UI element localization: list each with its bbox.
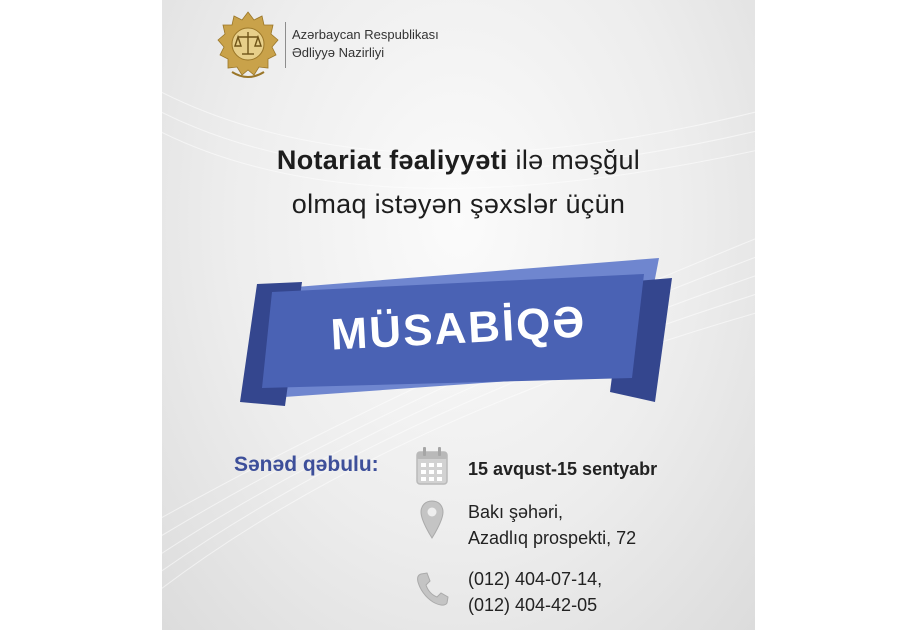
phone-icon [415,571,449,607]
org-name-line2: Ədliyyə Nazirliyi [292,45,385,60]
org-name-line1: Azərbaycan Respublikası [292,27,439,42]
location-pin-icon [420,500,444,540]
address-line1: Bakı şəhəri, [468,502,564,522]
document-intake-label: Sənəd qəbulu: [234,453,379,476]
address-line2: Azadlıq prospekti, 72 [468,528,637,548]
banner-title: MÜSABİQƏ [329,297,588,360]
phone-number-1: (012) 404-07-14, [468,569,603,589]
headline-rest: ilə məşğul [507,145,641,175]
intake-dates: 15 avqust-15 sentyabr [468,459,658,479]
headline-bold: Notariat fəaliyyəti [276,145,508,175]
phone-number-2: (012) 404-42-05 [468,595,598,615]
poster [162,0,755,630]
calendar-icon [415,446,449,486]
headline-line2: olmaq istəyən şəxslər üçün [291,189,626,219]
